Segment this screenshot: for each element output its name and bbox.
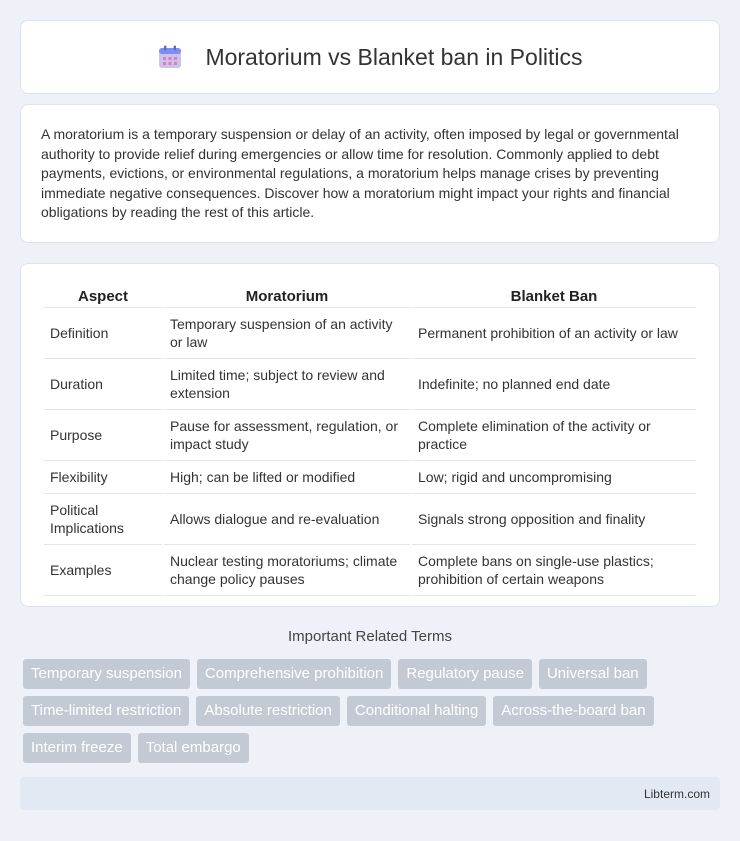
term-tag[interactable]: Absolute restriction [196, 696, 340, 726]
table-row [44, 308, 696, 359]
intro-card [20, 104, 720, 243]
table-row [44, 545, 696, 596]
table-row [44, 494, 696, 545]
term-tag[interactable]: Universal ban [539, 659, 647, 689]
term-tag[interactable]: Total embargo [138, 733, 249, 763]
comparison-table-card [20, 263, 720, 607]
table-cell: Complete bans on single-use plastics; prohibition of certain weapons [412, 545, 696, 596]
table-cell: Nuclear testing moratoriums; climate change policy pauses [164, 545, 410, 596]
table-cell: Allows dialogue and re-evaluation [164, 494, 410, 545]
term-tag[interactable]: Conditional halting [347, 696, 486, 726]
table-header-row [44, 284, 696, 308]
comparison-table [42, 284, 698, 596]
column-header-moratorium: Moratorium [164, 284, 410, 308]
related-terms-list [23, 659, 723, 763]
table-cell: Political Implications [44, 494, 162, 545]
table-cell: Duration [44, 359, 162, 410]
table-cell: Pause for assessment, regulation, or impact study [164, 410, 410, 461]
related-terms-title: Important Related Terms [288, 628, 452, 645]
table-cell: Limited time; subject to review and extension [164, 359, 410, 410]
footer-site-link[interactable]: Libterm.com [643, 786, 710, 801]
table-cell: Flexibility [44, 461, 162, 494]
table-row [44, 461, 696, 494]
term-tag[interactable]: Time-limited restriction [23, 696, 189, 726]
table-cell: Examples [44, 545, 162, 596]
column-header-aspect: Aspect [44, 284, 162, 308]
column-header-blanket-ban: Blanket Ban [412, 284, 696, 308]
calendar-icon [157, 44, 183, 70]
table-cell: Temporary suspension of an activity or law [164, 308, 410, 359]
term-tag[interactable]: Comprehensive prohibition [197, 659, 391, 689]
table-cell: Purpose [44, 410, 162, 461]
term-tag[interactable]: Regulatory pause [398, 659, 532, 689]
table-row [44, 359, 696, 410]
table-cell: Low; rigid and uncompromising [412, 461, 696, 494]
table-cell: Complete elimination of the activity or practice [412, 410, 696, 461]
intro-text: A moratorium is a temporary suspension or delay of an activity, often imposed by legal or governmental authority to provide relief during emergencies or allow time for resolution. Commonly applied to debt payments, evictions, or environmental regulations, a moratorium helps manage crises by preventing immediate negative consequences. Discover how a moratorium might impact your rights and financial obligations by reading the rest of this article. [41, 126, 679, 220]
term-tag[interactable]: Across-the-board ban [493, 696, 653, 726]
table-cell: Permanent prohibition of an activity or law [412, 308, 696, 359]
table-cell: Signals strong opposition and finality [412, 494, 696, 545]
table-cell: High; can be lifted or modified [164, 461, 410, 494]
page-title: Moratorium vs Blanket ban in Politics [205, 43, 583, 70]
term-tag[interactable]: Interim freeze [23, 733, 131, 763]
header-card [20, 20, 720, 94]
table-cell: Indefinite; no planned end date [412, 359, 696, 410]
table-cell: Definition [44, 308, 162, 359]
footer [20, 777, 720, 810]
table-row [44, 410, 696, 461]
term-tag[interactable]: Temporary suspension [23, 659, 190, 689]
